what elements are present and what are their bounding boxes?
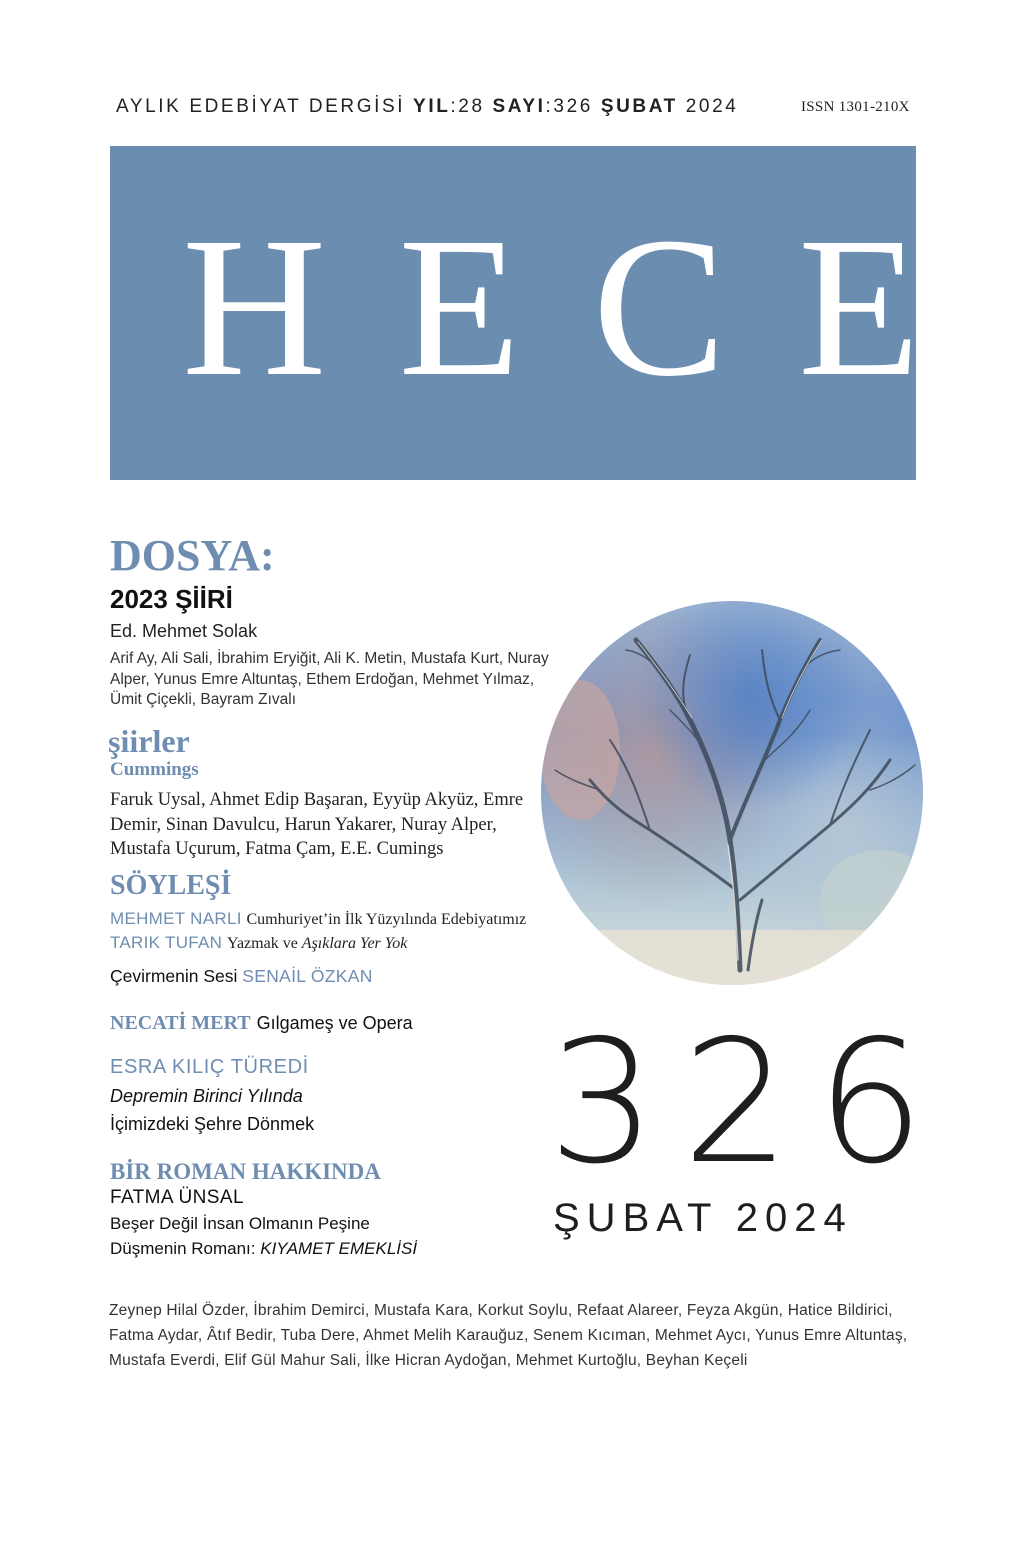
necati-name: NECATİ MERT bbox=[110, 1012, 251, 1034]
magazine-title: HECE bbox=[182, 197, 993, 418]
interview-title: Cumhuriyet’in İlk Yüzyılında Edebiyatımız bbox=[246, 911, 527, 928]
poems-subheading: Cummings bbox=[110, 759, 199, 780]
year-value: :28 bbox=[450, 96, 485, 117]
translator-line bbox=[110, 966, 373, 987]
dossier-editor: Ed. Mehmet Solak bbox=[110, 621, 258, 641]
month-label: ŞUBAT bbox=[600, 96, 678, 117]
dossier-subtitle: 2023 ŞİİRİ bbox=[110, 584, 233, 614]
translator-label: Çevirmenin Sesi bbox=[110, 966, 238, 986]
esra-title-line2: İçimizdeki Şehre Dönmek bbox=[110, 1114, 315, 1134]
esra-title-line1: Depremin Birinci Yılında bbox=[110, 1086, 303, 1106]
interview-title bbox=[227, 935, 407, 952]
poems-heading: şiirler bbox=[108, 723, 190, 759]
issue-number: 326 bbox=[548, 1004, 951, 1202]
translator-name: SENAİL ÖZKAN bbox=[242, 966, 373, 986]
interviews-heading: SÖYLEŞİ bbox=[110, 870, 232, 901]
novel-heading: BİR ROMAN HAKKINDA bbox=[110, 1159, 381, 1184]
tagline-prefix: AYLIK EDEBİYAT DERGİSİ bbox=[116, 96, 406, 117]
novel-title-part: Düşmenin Romanı: bbox=[110, 1239, 256, 1258]
interview-item bbox=[110, 933, 407, 953]
issue-value: :326 bbox=[545, 96, 593, 117]
interview-name: MEHMET NARLI bbox=[110, 909, 242, 928]
novel-title-line2 bbox=[110, 1239, 417, 1259]
footer-authors: Zeynep Hilal Özder, İbrahim Demirci, Mustafa Kara, Korkut Soylu, Refaat Alareer, Feyza Akgün, Hatice Bildirici, Fatma Aydar, Âtıf Bedir, Tuba Dere, Ahmet Melih Karauğuz, Senem Kıcıman, Mehmet Aycı, Yunus Emre Altuntaş, Mustafa Everdi, Elif Gül Mahur Sali, İlke Hicran Aydoğan, Mehmet Kurtoğlu, Beyhan Keçeli bbox=[109, 1302, 908, 1369]
necati-title: Gılgameş ve Opera bbox=[256, 1013, 413, 1033]
year-label: YIL bbox=[413, 96, 451, 117]
poems-poets: Faruk Uysal, Ahmet Edip Başaran, Eyyüp Akyüz, Emre Demir, Sinan Davulcu, Harun Yakarer, Nuray Alper, Mustafa Uçurum, Fatma Çam, E.E. Cumings bbox=[110, 790, 524, 859]
interview-title-italic: Aşıklara Yer Yok bbox=[301, 935, 408, 952]
year-text: 2024 bbox=[685, 96, 739, 117]
necati-line bbox=[110, 1012, 413, 1035]
tree-painting bbox=[540, 600, 924, 986]
interview-name: TARIK TUFAN bbox=[110, 933, 223, 952]
masthead-banner bbox=[110, 146, 993, 480]
novel-author: FATMA ÜNSAL bbox=[110, 1187, 244, 1208]
dossier-heading: DOSYA: bbox=[110, 531, 275, 580]
esra-name: ESRA KILIÇ TÜREDİ bbox=[110, 1056, 309, 1078]
magazine-tagline bbox=[116, 96, 738, 118]
issue-date: ŞUBAT 2024 bbox=[553, 1196, 853, 1240]
dossier-contributors: Arif Ay, Ali Sali, İbrahim Eryiğit, Ali K. Metin, Mustafa Kurt, Nuray Alper, Yunus Emre Altuntaş, Ethem Erdoğan, Mehmet Yılmaz, Ümit Çiçekli, Bayram Zıvalı bbox=[110, 650, 549, 708]
novel-title-italic: KIYAMET EMEKLİSİ bbox=[260, 1239, 418, 1258]
issn-number: ISSN 1301-210X bbox=[801, 99, 910, 115]
issue-label: SAYI bbox=[492, 96, 546, 117]
interview-title-part: Yazmak ve bbox=[226, 935, 298, 952]
interview-item bbox=[110, 909, 526, 929]
novel-title-line1: Beşer Değil İnsan Olmanın Peşine bbox=[110, 1214, 370, 1233]
